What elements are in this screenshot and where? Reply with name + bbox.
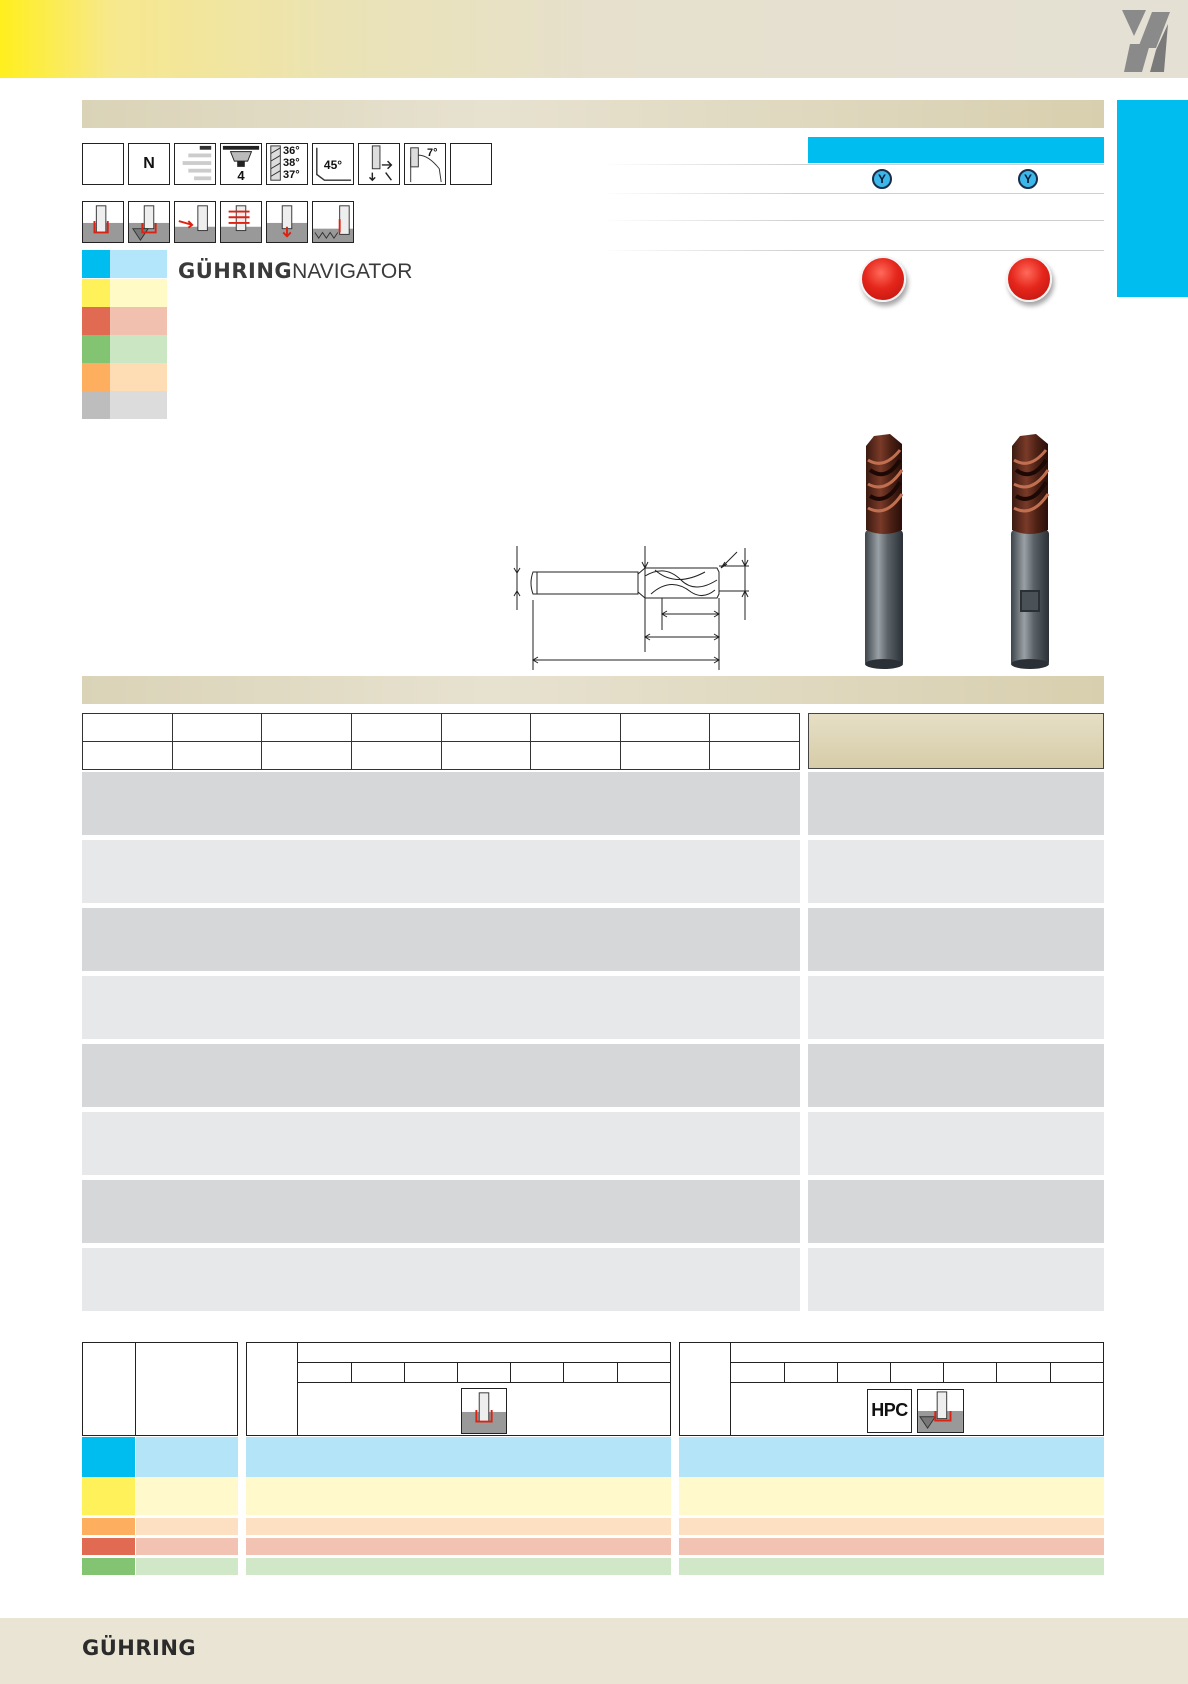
availability-indicator-1 <box>860 256 906 302</box>
table-row-order[interactable] <box>808 1044 1104 1107</box>
slot-milling-icon-small <box>461 1388 507 1434</box>
material-group-row <box>82 250 167 278</box>
material-band-m <box>82 1477 135 1515</box>
helix-angle-icon: 36° 38° 37° <box>266 143 308 185</box>
footer-logo: GÜHRING <box>82 1636 197 1660</box>
material-band-k <box>82 1538 135 1555</box>
contour-milling-icon <box>220 201 262 243</box>
section-header-bar <box>82 100 1104 128</box>
table-row-order[interactable] <box>808 1180 1104 1243</box>
table-row-order[interactable] <box>808 908 1104 971</box>
column-header-blue <box>808 137 1104 163</box>
header-band <box>0 0 1188 78</box>
table-row[interactable] <box>82 1112 800 1175</box>
material-band-p <box>82 1437 135 1477</box>
hpc-label: HPC <box>867 1389 912 1433</box>
table-row[interactable] <box>82 840 800 903</box>
section-header-bar-2 <box>82 676 1104 704</box>
dimension-header-table <box>82 713 800 770</box>
table-row[interactable] <box>82 1248 800 1311</box>
material-group-row <box>82 307 167 335</box>
flutes-icon <box>220 143 262 185</box>
table-row-order[interactable] <box>808 772 1104 835</box>
coating-badge-1: Y <box>872 169 892 189</box>
chapter-tab[interactable] <box>1117 100 1188 297</box>
flutes-label: 4 <box>237 168 245 183</box>
side-milling-icon <box>174 201 216 243</box>
plunge-milling-icon-small <box>917 1389 964 1433</box>
drill-milling-icon <box>266 201 308 243</box>
table-row-order[interactable] <box>808 840 1104 903</box>
table-row-order[interactable] <box>808 1112 1104 1175</box>
blank-icon <box>82 143 124 185</box>
material-group-label: N <box>143 155 155 172</box>
material-group-icon <box>128 143 170 185</box>
table-row-order[interactable] <box>808 976 1104 1039</box>
material-band-s <box>82 1518 135 1535</box>
table-row[interactable] <box>82 976 800 1039</box>
material-band-n <box>82 1558 135 1575</box>
order-number-header <box>808 713 1104 769</box>
end-mill-image-1[interactable] <box>860 430 908 670</box>
table-row[interactable] <box>82 1180 800 1243</box>
slot-milling-icon <box>82 201 124 243</box>
back-taper-icon <box>404 143 446 185</box>
table-row[interactable] <box>82 1044 800 1107</box>
tool-standard-icon <box>174 143 216 185</box>
blank-icon-2 <box>450 143 492 185</box>
material-header-box <box>82 1342 238 1436</box>
availability-indicator-2 <box>1006 256 1052 302</box>
back-taper-label: 7° <box>427 147 438 159</box>
navigator-brand: GÜHRING <box>178 259 293 283</box>
chamfer-icon <box>312 143 354 185</box>
navigator-suffix: NAVIGATOR <box>292 260 413 283</box>
coating-badge-2: Y <box>1018 169 1038 189</box>
material-group-row <box>82 335 167 363</box>
cutting-data-table-1 <box>246 1342 671 1436</box>
face-milling-icon <box>312 201 354 243</box>
material-group-row <box>82 279 167 307</box>
guhring-navigator-logo[interactable] <box>178 259 412 283</box>
table-row[interactable] <box>82 772 800 835</box>
plunge-milling-icon <box>128 201 170 243</box>
centre-cutting-icon <box>358 143 400 185</box>
material-group-row <box>82 363 167 391</box>
guhring-logo-icon <box>1116 10 1170 74</box>
table-row[interactable] <box>82 908 800 971</box>
material-group-row <box>82 391 167 419</box>
tool-dimension-drawing <box>505 540 755 670</box>
table-row-order[interactable] <box>808 1248 1104 1311</box>
chamfer-label: 45° <box>323 158 343 172</box>
end-mill-image-2[interactable] <box>1006 430 1054 670</box>
